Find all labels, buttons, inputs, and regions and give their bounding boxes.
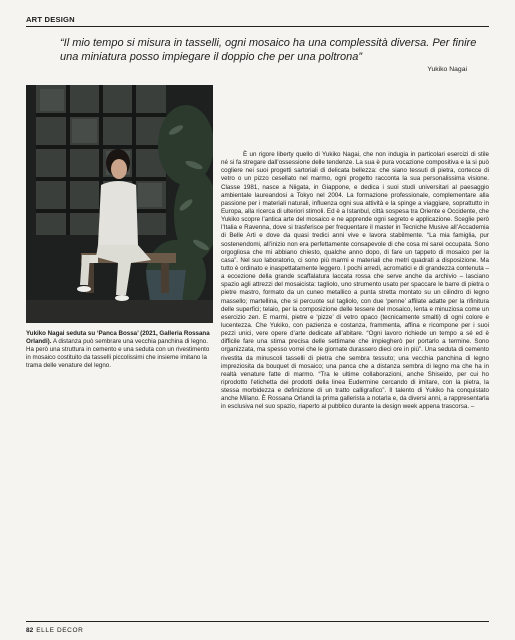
photo-illustration	[26, 85, 213, 323]
top-rule	[26, 26, 489, 27]
photo-caption	[26, 330, 213, 370]
magazine-name: ELLE DECOR	[36, 627, 84, 634]
folio	[26, 627, 83, 634]
section-tag: ART DESIGN	[26, 15, 75, 24]
portrait-photo	[26, 85, 213, 323]
article-body	[221, 151, 489, 412]
pull-quote-author: Yukiko Nagai	[427, 66, 467, 73]
caption-text: A distanza può sembrare una vecchia panchina di legno. Ha però una struttura in cemento e una seduta con un rivestimento in mosaico costituito da tasselli piccolissimi che insieme imitano la trama delle venature del legno.	[26, 338, 210, 370]
bottom-rule	[26, 621, 489, 622]
caption-lead: Yukiko Nagai seduta su ‘Panca Bossa’ (2021, Galleria Rossana Orlandi).	[26, 330, 210, 346]
article-paragraph: È un rigore liberty quello di Yukiko Nagai, che non indugia in particolari esercizi di stile né si fa stregare dall’ossessione delle tendenze. La sua è pura vocazione compositiva e la si può cogliere nei suoi progetti sartoriali di delicata bellezza: che siano tessuti di pietra, cortecce di vetro o un pizzo cesellato nel marmo, ogni progetto racconta la sua personalissima visione. Classe 1981, nasce a Niigata, in Giappone, e dedica i suoi studi universitari al paesaggio ambientale laureandosi a Tokyo nel 2004. La formazione professionale, complementare alla passione per i materiali naturali, influenza ogni sua attività e la spinge a viaggiare, soprattutto in Europa, alla ricerca di ulteriori stimoli. Ed è a Istanbul, città sospesa tra Oriente e Occidente, che Yukiko scopre l’antica arte del mosaico e ne apprende ogni segreto e applicazione. Sceglie però l’Italia e Ravenna, dove si trasferisce per frequentare il master in Tecniche Musive all’Accademia di Belle Arti e dove da quasi tredici anni vive e lavora stabilmente. “La mia famiglia, pur sostenendomi, all’inizio non era perfettamente consapevole di che cosa mi sarei occupata. Sono orgogliosa che mi abbiano chiesto, qualche anno dopo, di fare un tappeto di mosaico per la casa”. Nel suo laboratorio, ci sono più marmi e materiali che metri quadrati a disposizione. Ma tutto è ordinato e inaspettatamente leggero. I pochi arredi, acromatici e di grandezza contenuta – a eccezione della grande scaffalatura laccata rossa che serve anche da archivio – lasciano spazio agli attrezzi del mosaicista: tagliolo, uno strumento usato per spaccare le barre di pietra o pietre mastro, formato da un cuneo metallico a punta stretta montato su un cilindro di legno massello; martellina, che si percuote sul tagliolo, con due ‘penne’ affilate adatte per la rifinitura delle superfici; telaio, per la composizione delle tessere del mosaico, lenta e minuziosa come un esercizio zen. E marmi, pietre e ‘pizze’ di vetro opaco (tecnicamente smalti) di ogni colore e lucentezza. Che Yukiko, con pazienza e costanza, frammenta, affina e ricompone per i suoi pezzi unici, vere opere d’arte dedicate all’abitare. “Ogni lavoro richiede un tempo a sé ed è difficile fare una stima precisa delle settimane che impiegherò per portarlo a termine. Sono organizzata, ma spesso vorrei che le giornate durassero dieci ore in più”. Una seduta di cemento rivestita da minuscoli tasselli di pietra che sembra tessuto; una vecchia panchina di legno impreziosita da bouquet di mosaico; una panca che a distanza sembra di legno ma che ha in realtà venature fatte di marmo. “Tra le ultime collaborazioni, anche Shiseido, per cui ho riprodotto l’etichetta dei prodotti della linea Eudermine cercando di imitare, con la pietra, la stessa morbidezza e definizione di un tratto calligrafico”. Il talento di Yukiko ha conquistato anche Milano. È Rossana Orlandi la prima gallerista a notarla e, da diversi anni, a rappresentarla in esclusiva nel suo spazio, riaperto al pubblico durante la design week appena trascorsa. –	[221, 151, 489, 411]
page-number: 82	[26, 627, 34, 634]
pull-quote: “Il mio tempo si misura in tasselli, ogni mosaico ha una complessità diversa. Per finire una miniatura posso impiegare il doppio che per una poltrona”	[60, 37, 477, 64]
